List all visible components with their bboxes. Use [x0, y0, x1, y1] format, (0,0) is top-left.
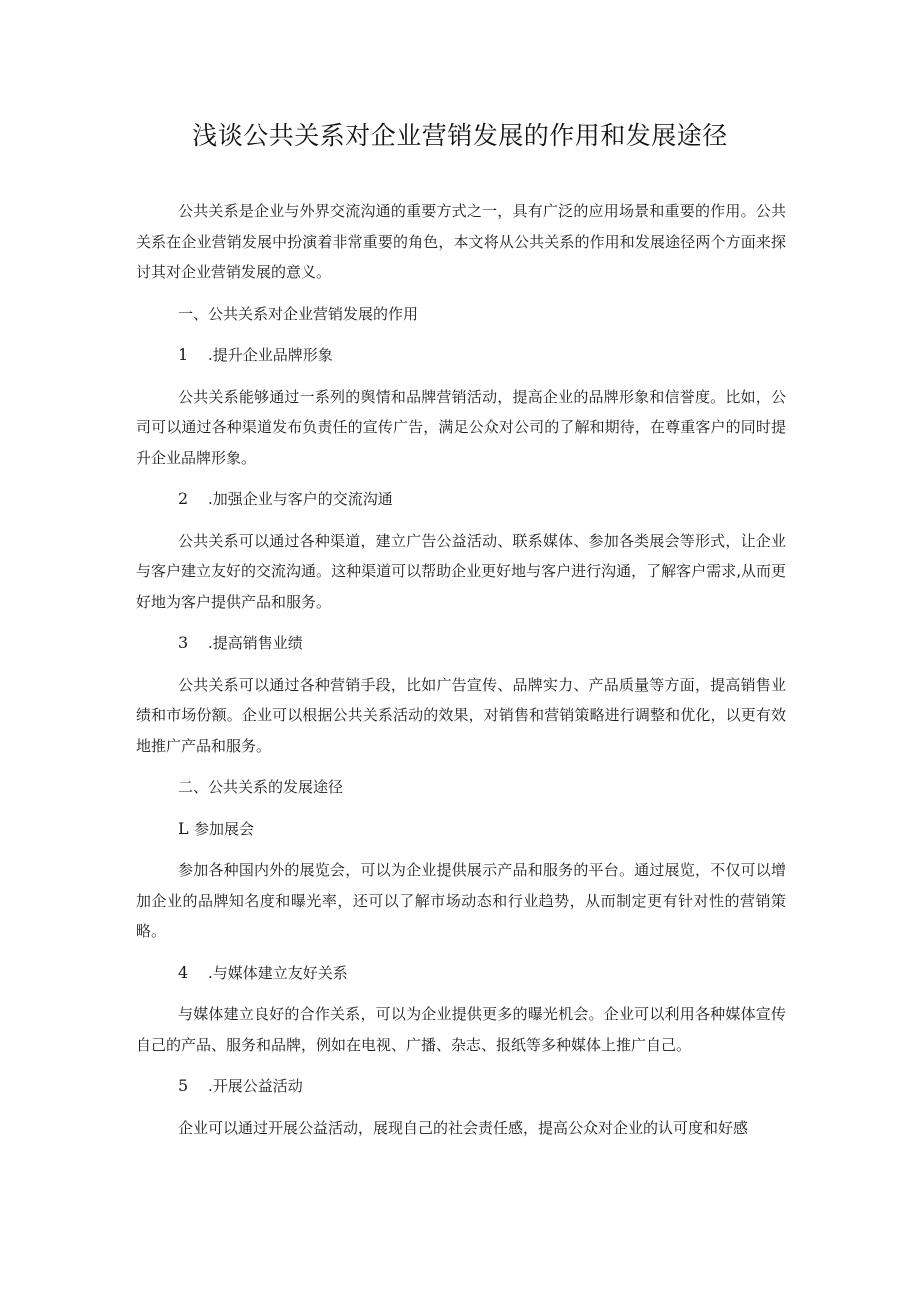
- subheading-2-1: [136, 814, 786, 845]
- item-number: 2: [178, 489, 189, 508]
- paragraph-1-1: 公共关系能够通过一系列的舆情和品牌营销活动，提高企业的品牌形象和信誉度。比如，公司可以通过各种渠道发布负责任的宣传广告，满足公众对公司的了解和期待，在尊重客户的同时提升企业品牌形象。: [136, 387, 786, 467]
- item-title: .与媒体建立友好关系: [208, 963, 348, 982]
- item-number: L: [178, 818, 189, 838]
- subheading-1-1: [136, 340, 786, 371]
- paragraph-1-2: 公共关系可以通过各种渠道，建立广告公益活动、联系媒体、参加各类展会等形式，让企业与客户建立友好的交流沟通。这种渠道可以帮助企业更好地与客户进行沟通，了解客户需求,从而更好地为客户提供产品和服务。: [136, 531, 786, 611]
- item-number: 4: [178, 962, 189, 982]
- subheading-2-3: [136, 1071, 786, 1102]
- item-title: 参加展会: [194, 819, 255, 838]
- paragraph-1-3: 公共关系可以通过各种营销手段，比如广告宣传、品牌实力、产品质量等方面，提高销售业绩和市场份额。企业可以根据公共关系活动的效果，对销售和营销策略进行调整和优化，以更有效地推广产品和服务。: [136, 675, 786, 755]
- subheading-1-3: [136, 628, 786, 659]
- item-number: 5: [178, 1076, 189, 1095]
- document-title: 浅谈公共关系对企业营销发展的作用和发展途径: [192, 121, 728, 150]
- item-title: .开展公益活动: [208, 1077, 303, 1095]
- intro-paragraph: 公共关系是企业与外界交流沟通的重要方式之一，具有广泛的应用场景和重要的作用。公共关系在企业营销发展中扮演着非常重要的角色，本文将从公共关系的作用和发展途径两个方面来探讨其对企业营销发展的意义。: [136, 202, 786, 281]
- item-number: 3: [178, 633, 189, 652]
- paragraph-2-2: 与媒体建立良好的合作关系，可以为企业提供更多的曝光机会。企业可以利用各种媒体宣传自己的产品、服务和品牌，例如在电视、广播、杂志、报纸等多种媒体上推广自己。: [136, 1005, 786, 1054]
- document-body: [136, 196, 786, 1154]
- item-title: .提升企业品牌形象: [208, 346, 333, 364]
- item-title: .提高销售业绩: [208, 634, 303, 652]
- item-title: .加强企业与客户的交流沟通: [208, 490, 393, 508]
- item-number: 1: [178, 345, 189, 364]
- section-heading-1: 一、公共关系对企业营销发展的作用: [178, 304, 419, 323]
- subheading-1-2: [136, 484, 786, 515]
- subheading-2-2: [136, 958, 786, 989]
- paragraph-2-1: 参加各种国内外的展览会，可以为企业提供展示产品和服务的平台。通过展览，不仅可以增加企业的品牌知名度和曝光率，还可以了解市场动态和行业趋势，从而制定更有针对性的营销策略。: [136, 861, 786, 940]
- paragraph-2-3: 企业可以通过开展公益活动，展现自己的社会责任感，提高公众对企业的认可度和好感: [178, 1118, 749, 1137]
- section-heading-2: 二、公共关系的发展途径: [178, 778, 344, 796]
